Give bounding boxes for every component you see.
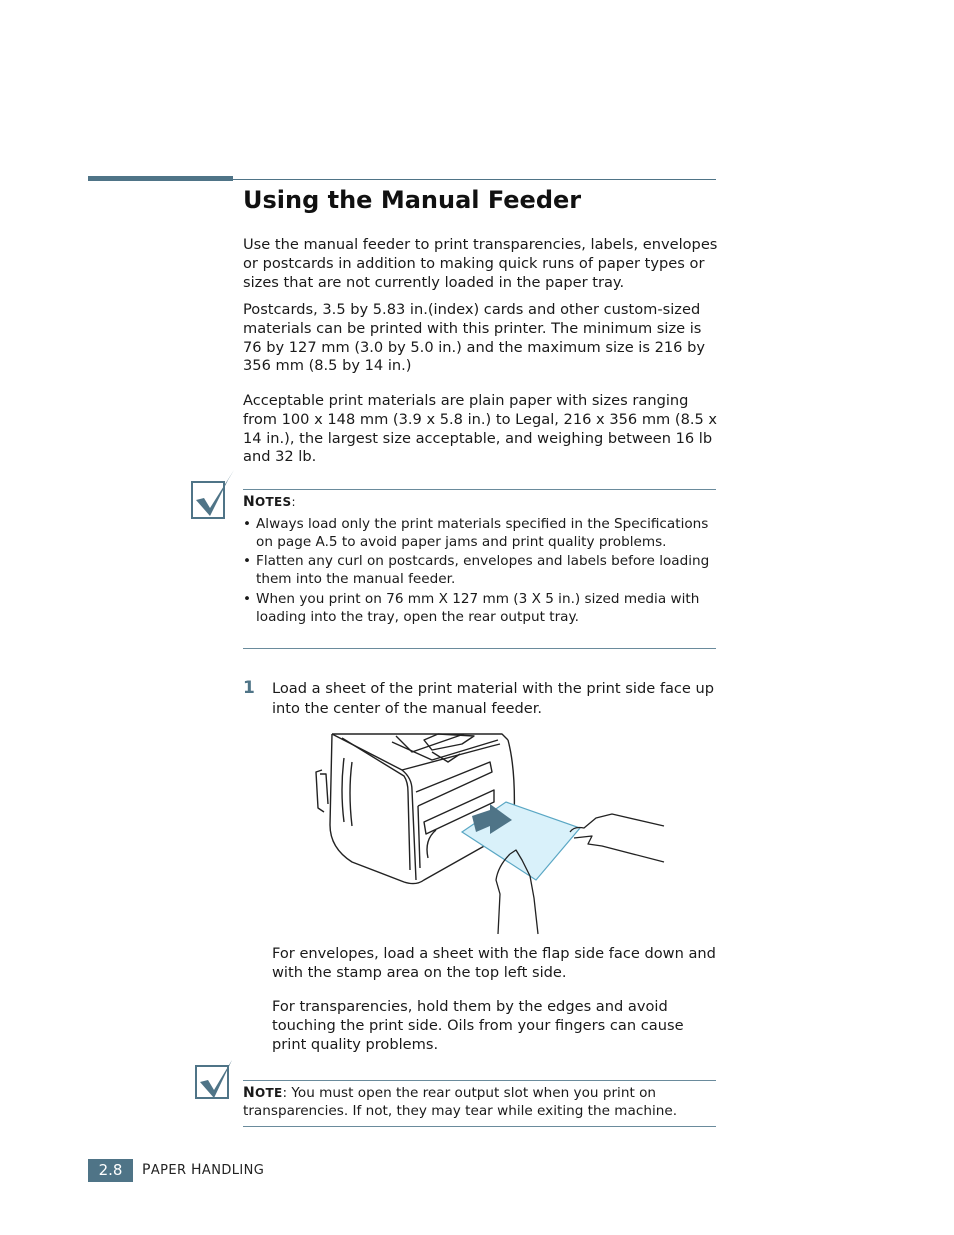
note2-bottom-rule: [243, 1126, 716, 1127]
transparency-note: NOTE: You must open the rear output slot when you print on transparencies. If not, they may tear while exiting the machine.: [243, 1085, 678, 1119]
envelope-instructions: For envelopes, load a sheet with the flap side face down and with the stamp area on the top left side.: [272, 945, 716, 981]
size-paragraph: Postcards, 3.5 by 5.83 in.(index) cards and other custom-sized materials can be printed with this printer. The minimum size is 76 by 127 mm (3.0 by 5.0 in.) and the maximum size is 216 by 356 mm (8.5 by 14 in.): [243, 301, 705, 375]
printer-manual-feeder-illustration: [312, 730, 668, 935]
transparency-instructions: For transparencies, hold them by the edges and avoid touching the print side. Oils from your fingers can cause print quality problems.: [272, 998, 684, 1053]
note-item: • Always load only the print materials specified in the Specifications on page A.5 to avoid paper jams and print quality problems.: [243, 515, 709, 550]
note-item: • Flatten any curl on postcards, envelopes and labels before loading them into the manual feeder.: [243, 553, 710, 588]
note2-top-rule: [243, 1080, 716, 1081]
intro-paragraph: Use the manual feeder to print transparencies, labels, envelopes or postcards in addition to making quick runs of paper types or sizes that are not currently loaded in the paper tray.: [243, 236, 718, 291]
step-number: 1: [243, 678, 255, 698]
notes-block: [243, 494, 718, 627]
page-number: 2.8: [88, 1159, 133, 1182]
note-item: • When you print on 76 mm X 127 mm (3 X 5 in.) sized media with loading into the tray, open the rear output tray.: [243, 590, 700, 625]
notes-bottom-rule: [243, 648, 716, 649]
page-title: Using the Manual Feeder: [243, 186, 582, 214]
header-accent-bar: [88, 176, 233, 181]
header-rule: [233, 179, 716, 180]
notes-top-rule: [243, 489, 716, 490]
notes-title: NOTES:: [243, 494, 296, 510]
checkmark-note-icon: [190, 468, 240, 522]
checkmark-note-icon: [194, 1048, 244, 1102]
section-name: PAPER HANDLING: [142, 1162, 265, 1178]
step-text: Load a sheet of the print material with the print side face up into the center of the manual feeder.: [272, 680, 715, 717]
materials-paragraph: Acceptable print materials are plain paper with sizes ranging from 100 x 148 mm (3.9 x 5.8 in.) to Legal, 216 x 356 mm (8.5 x 14 in.), the largest size acceptable, and weighing between 16 lb and 32 lb.: [243, 392, 718, 466]
